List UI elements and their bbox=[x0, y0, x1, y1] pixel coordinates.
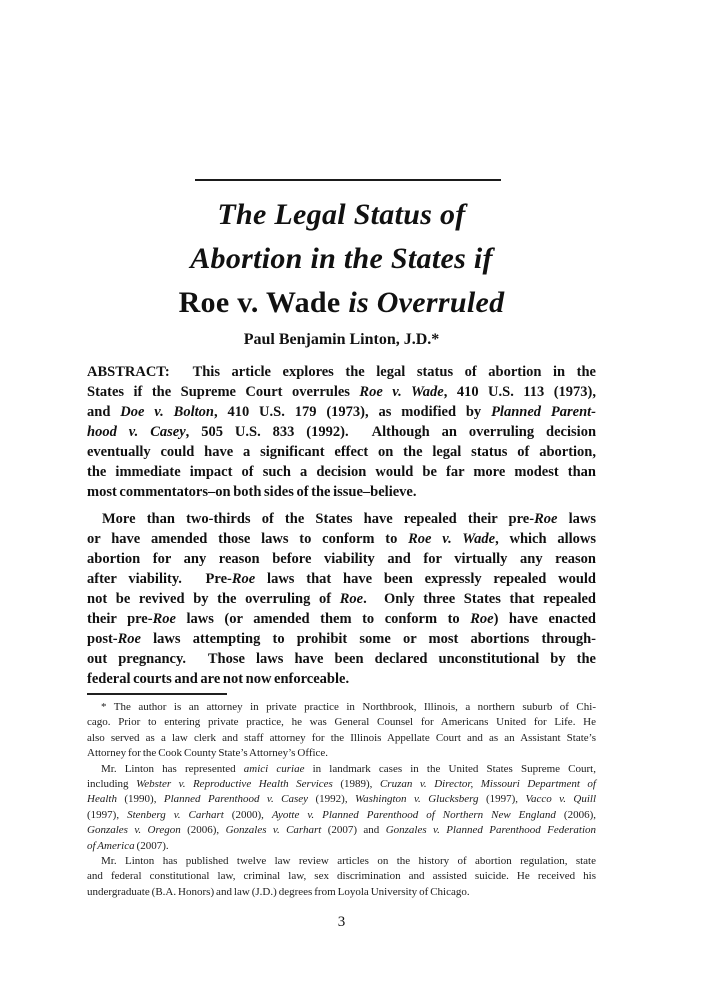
text-line: including Webster v. Reproductive Health Services (1989), Cruzan v. Director, Missouri Department of bbox=[87, 778, 596, 791]
footnote-paragraph bbox=[87, 854, 596, 900]
text-line: Health (1990), Planned Parenthood v. Casey (1992), Washington v. Glucksberg (1997), Vacco v. Quill bbox=[87, 793, 596, 806]
text-line: Gonzales v. Oregon (2006), Gonzales v. Carhart (2007) and Gonzales v. Planned Parenthood Federation bbox=[87, 824, 597, 837]
author-byline: Paul Benjamin Linton, J.D.* bbox=[243, 331, 440, 348]
text-line: out pregnancy. Those laws have been declared unconstitutional by the bbox=[87, 651, 596, 667]
page-number: 3 bbox=[337, 914, 346, 931]
text-line: undergraduate (B.A. Honors) and law (J.D.) degrees from Loyola University of Chicago. bbox=[87, 885, 470, 898]
article-title bbox=[87, 193, 596, 325]
footnote-paragraph bbox=[87, 762, 596, 854]
text-line: also served as a law clerk and staff attorney for the Illinois Appellate Court and as an Assistant State’s bbox=[87, 731, 596, 744]
text-line: ABSTRACT: This article explores the legal status of abortion in the bbox=[87, 364, 596, 380]
body-paragraph bbox=[87, 509, 596, 689]
text-line: the immediate impact of such a decision would be far more modest than bbox=[87, 464, 596, 480]
text-line: States if the Supreme Court overrules Roe v. Wade, 410 U.S. 113 (1973), bbox=[87, 384, 596, 400]
text-line: and Doe v. Bolton, 410 U.S. 179 (1973), as modified by Planned Parent- bbox=[87, 404, 596, 420]
text-line: (1997), Stenberg v. Carhart (2000), Ayotte v. Planned Parenthood of Northern New England (2006), bbox=[87, 808, 596, 821]
text-line: post-Roe laws attempting to prohibit some or most abortions through- bbox=[87, 631, 596, 647]
text-line: eventually could have a significant effect on the legal status of abortion, bbox=[87, 444, 596, 460]
footnote-block bbox=[87, 700, 596, 900]
text-line: federal courts and are not now enforceable. bbox=[87, 671, 350, 687]
text-line: and federal constitutional law, criminal law, sex discrimination and assisted suicide. He received his bbox=[87, 870, 596, 883]
text-line: most commentators–on both sides of the issue–believe. bbox=[87, 484, 417, 500]
abstract-paragraph bbox=[87, 362, 596, 502]
text-line: after viability. Pre-Roe laws that have been expressly repealed would bbox=[87, 571, 596, 587]
title-line: Roe v. Wade is Overruled bbox=[178, 286, 505, 319]
footnote-paragraph bbox=[87, 700, 596, 762]
text-line: Mr. Linton has published twelve law review articles on the history of abortion regulation, state bbox=[101, 855, 596, 868]
text-line: hood v. Casey, 505 U.S. 833 (1992). Although an overruling decision bbox=[87, 424, 597, 440]
text-line: of America (2007). bbox=[87, 839, 169, 852]
text-line: More than two-thirds of the States have repealed their pre-Roe laws bbox=[102, 511, 596, 527]
article-page bbox=[87, 0, 596, 932]
text-line: Attorney for the Cook County State’s Attorney’s Office. bbox=[87, 747, 329, 760]
text-line: cago. Prior to entering private practice, he was General Counsel for Americans United for Life. He bbox=[87, 716, 596, 729]
text-line: * The author is an attorney in private practice in Northbrook, Illinois, a northern suburb of Chi- bbox=[101, 701, 596, 713]
title-line: The Legal Status of bbox=[217, 198, 466, 231]
text-line: or have amended those laws to conform to Roe v. Wade, which allows bbox=[87, 531, 596, 547]
title-separator-rule bbox=[195, 179, 501, 181]
text-line: not be revived by the overruling of Roe. Only three States that repealed bbox=[87, 591, 596, 607]
footnote-separator-rule bbox=[87, 693, 227, 695]
text-line: their pre-Roe laws (or amended them to conform to Roe) have enacted bbox=[87, 611, 596, 627]
title-line: Abortion in the States if bbox=[190, 242, 493, 275]
text-line: abortion for any reason before viability and for virtually any reason bbox=[87, 551, 596, 567]
text-line: Mr. Linton has represented amici curiae in landmark cases in the United States Supreme Court, bbox=[101, 762, 596, 775]
